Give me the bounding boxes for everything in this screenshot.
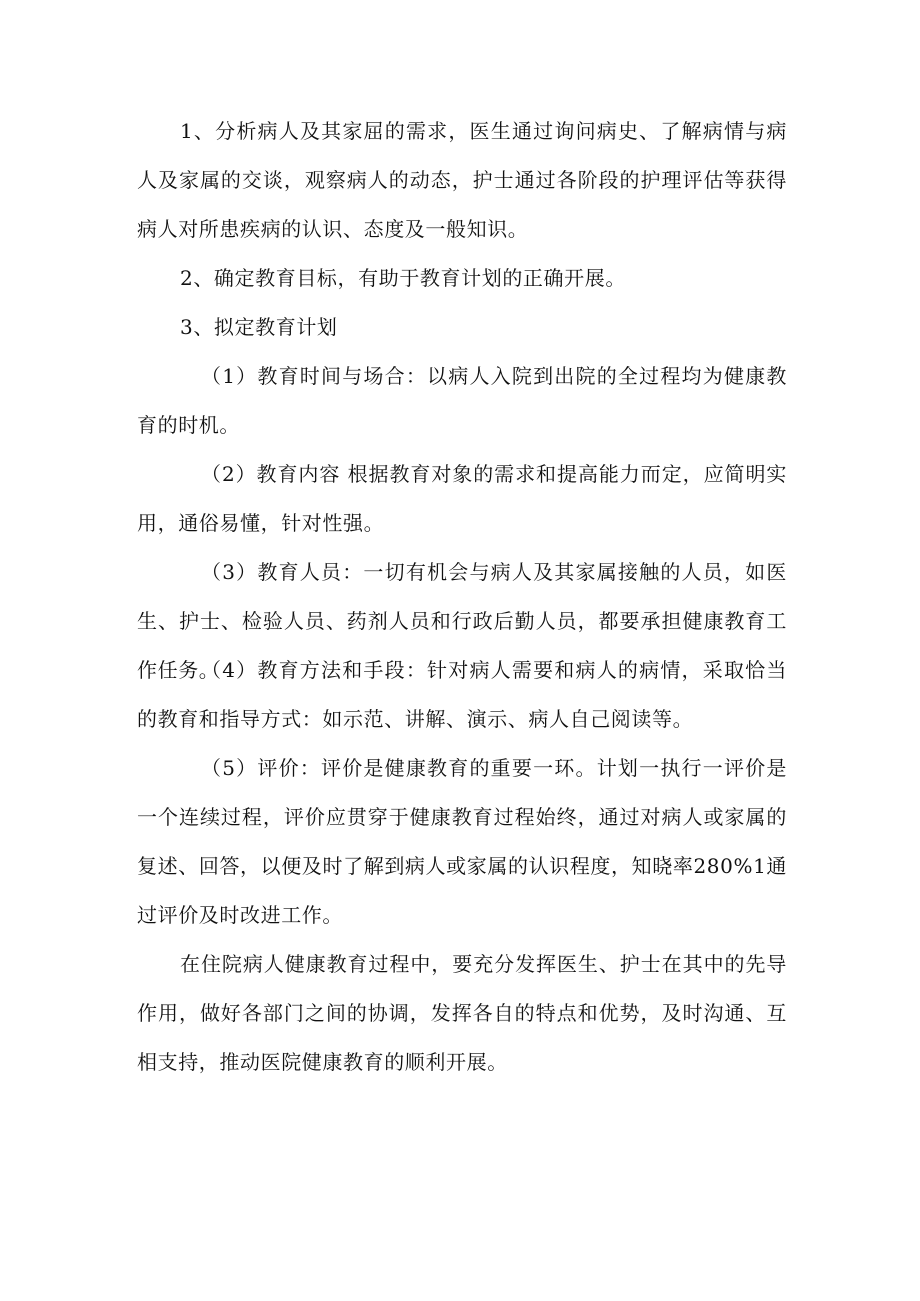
paragraph-methods: （4）教育方法和手段：针对病人需要和病人的病情，采取恰当的教育和指导方式：如示范、讲解、演示、病人自己阅读等。 bbox=[137, 658, 787, 731]
paragraph-education-plan: 3、拟定教育计划 bbox=[180, 315, 338, 339]
paragraph-education-goals: 2、确定教育目标，有助于教育计划的正确开展。 bbox=[180, 266, 626, 290]
paragraph-needs-analysis: 1、分析病人及其家屈的需求，医生通过询问病史、了解病情与病人及家属的交谈，观察病人的动态，护士通过各阶段的护理评估等获得病人对所患疾病的认识、态度及一般知识。 bbox=[137, 119, 787, 241]
paragraph-evaluation: （5）评价：评价是健康教育的重要一环。计划一执行一评价是一个连续过程，评价应贯穿于健康教育过程始终，通过对病人或家属的复述、回答，以便及时了解到病人或家属的认识程度，知晓率280%1通过评价及时改进工作。 bbox=[137, 756, 787, 927]
paragraph-personnel: （3）教育人员：一切有机会与病人及其家属接触的人员，如医生、护士、检验人员、药剂人员和行政后勤人员，都要承担健康教育工作任务。 bbox=[137, 560, 787, 682]
paragraph-conclusion: 在住院病人健康教育过程中，要充分发挥医生、护士在其中的先导作用，做好各部门之间的协调，发挥各自的特点和优势，及时沟通、互相支持，推动医院健康教育的顺利开展。 bbox=[137, 952, 787, 1074]
paragraph-time-and-place: （1）教育时间与场合：以病人入院到出院的全过程均为健康教育的时机。 bbox=[137, 364, 787, 437]
paragraph-content: （2）教育内容 根据教育对象的需求和提高能力而定，应简明实用，通俗易懂，针对性强。 bbox=[137, 462, 787, 535]
